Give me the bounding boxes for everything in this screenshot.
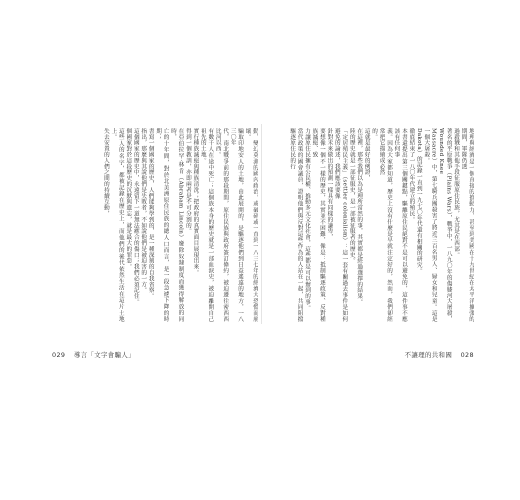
right-page (268, 128, 474, 322)
left-page (52, 128, 258, 322)
right-page-number: 028 (460, 351, 474, 359)
right-page-footer (405, 350, 474, 359)
left-page-footer (52, 350, 135, 359)
right-page-running-title: 不讓理的共和國 (404, 351, 453, 359)
right-page-body-text: 地理與經濟是一個直接的推動力，甚至到美國在十九世紀在太平洋擴張的期間，軍隊仍透 過殺戮和其他手段征服原住民族，尤其是在西部。 著名的平原戰爭（Plains Wars），戰爭中，一八九〇年的傷膝河大屠殺，Wounded Knee Massacre）中，第七騎兵團殺害了將近三百名男人、婦女和兒童。這是一個大屠殺。 Dakota）的記錄一直到一九七〇年代還有相關的研究。 徹底結束了一八〇年代建立的殖民。 本書還提出第三個關鍵點，驅離原住民絕對不是可以避免的，這件事不應該有任何事 義。因為大家都知道，歷史上沒有什麼是早就注定好的，然而，我們卻經常把它描繪成必然 的。 這就是最好的例證， 在這裡，那些我們以為是理所當然的事，其實都是經過選擇的結果。 陸的歷史就是一部征服史，是一部被征服者的歷史。 「定居殖民主義」（settler colonialism）：這一套有關過去事件是如何避免的論述，我們應該要像 針對未來做出的預測一樣具有同樣的謙卑， 要想像一個不一樣的歷史，其實並不困難，像是：抵制驅逐政策、反對種族滅絕、致 力讓原住民擁有公民權、推動多元文化社會，這些都是可以辦到的事。 當代政策的國會議員，證明他們與反對這些作為的人站在一起，共同阻擋驅逐原住民的行 (289, 128, 474, 322)
left-page-running-title: 導言「文字會騙人」 (73, 351, 135, 359)
left-page-body-text: 動，變幻莫測的國內政治，或破碎或一直到一八三七年的經濟大恐慌而崩壞。 騙取印地安人的土地，由此展開的，是驅逐他們到日益遙遠的地方，一八三〇年 代，南北戰爭前的那段期間，原住民族與政府簽訂條約，被迫遷往密西西比河以西。 有數千人在途中死亡；這個族本身的歷史就是一部血淚史，被迫離開自己祖先的土地。 實行種族滅絕與種族清洗；把政府的真實面目展現出來。 得到一個教訓，亦即兩者是不可分割的。 在亞伯拉罕·林肯（Abraham Lincoln）廢除奴隸制度而獲得解放的同時， 亡的十年間，對於北美洲原住民族的總人口而言，是一段急遽下降的時期； 書寫一個國家的歷史，人們能夠學到的，是一種深刻的自我省察。 指出，那麼與其說他們是失敗者，不如說他們是被迫害的一方。 這個國家的歷史中，永遠留下一道無法癒合的傷口；我們必須記住。 個國家對於這段歷史的沉默與遺忘，就是最大的罪惡。 這些人的名字，都被記錄在歷史上，而他們的後代依然生活在這片土地上。 失去安置的人們之間的持續互動， (102, 128, 258, 322)
left-page-number: 029 (52, 351, 66, 359)
page-gutter (261, 124, 262, 324)
